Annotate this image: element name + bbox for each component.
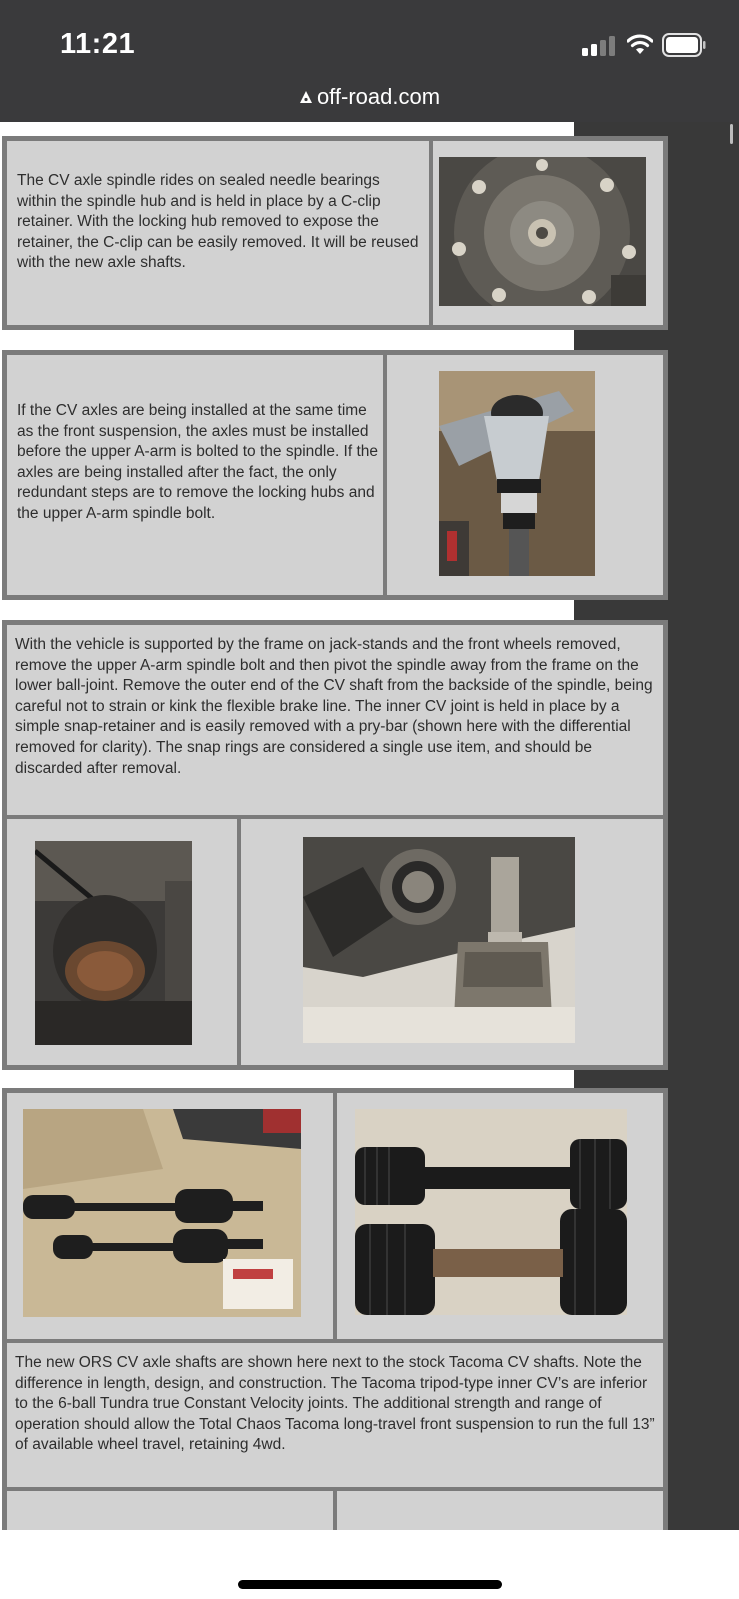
section-4-next-row-left xyxy=(5,1489,335,1530)
section-1-text-cell xyxy=(5,139,431,327)
section-4-text: The new ORS CV axle shafts are shown here next to the stock Tacoma CV shafts. Note the difference in length, design, and construction. The Tacoma tripod-type inner CV’s are inferior to the 6-ball Tundra true Constant Velocity joints. The additional strength and range of operation should allow the Total Chaos Tacoma long-travel front suspension to run the full 13” of available wheel travel, retaining 4wd. xyxy=(15,1354,655,1454)
article-section-2 xyxy=(2,350,668,600)
address-text-wrap[interactable] xyxy=(0,84,739,110)
section-3-image-cell-right xyxy=(239,817,665,1067)
section-3-text-cell xyxy=(5,623,665,817)
section-4-image-cell-right xyxy=(335,1091,665,1341)
section-2-text: If the CV axles are being installed at the same time as the front suspension, the axles must be installed before the upper A-arm is bolted to the spindle. If the axles are being installed after the fact, the only redundant steps are to remove the locking hubs and the upper A-arm spindle bolt. xyxy=(17,402,379,522)
differential-cv-joint-photo xyxy=(303,837,575,1043)
browser-address-bar[interactable] xyxy=(0,80,739,122)
upper-a-arm-photo xyxy=(439,371,595,576)
section-1-text: The CV axle spindle rides on sealed needle bearings within the spindle hub and is held in place by a C-clip retainer. With the locking hub removed to expose the retainer, the C-clip can be easily removed. It will be reused with the new axle shafts. xyxy=(17,172,419,272)
section-3-text: With the vehicle is supported by the frame on jack-stands and the front wheels removed, remove the upper A-arm spindle bolt and then pivot the spindle away from the frame on the lower ball-joint. Remove the outer end of the CV shaft from the backside of the spindle, being careful not to strain or kink the flexible brake line. The inner CV joint is held in place by a simple snap-retainer and is easily removed with a pry-bar (shown here with the differential removed for clarity). The snap rings are considered a single use item, and should be discarded after removal. xyxy=(15,636,653,777)
section-4-text-cell xyxy=(5,1341,665,1489)
web-page-content[interactable] xyxy=(0,122,739,1530)
scrollbar-thumb[interactable] xyxy=(730,124,733,144)
address-url[interactable]: off-road.com xyxy=(316,84,441,109)
status-bar xyxy=(0,0,739,80)
spindle-hub-photo xyxy=(439,157,646,306)
section-4-next-row-right xyxy=(335,1489,665,1530)
article-section-1 xyxy=(2,136,668,330)
lock-icon xyxy=(299,84,313,98)
cv-boots-closeup-photo xyxy=(355,1109,627,1315)
home-indicator-area xyxy=(0,1530,739,1599)
article-section-3 xyxy=(2,620,668,1070)
article-section-4 xyxy=(2,1088,668,1530)
section-2-text-cell xyxy=(5,353,385,597)
pry-bar-cv-joint-photo xyxy=(35,841,192,1045)
section-1-image-cell xyxy=(431,139,665,327)
battery-icon xyxy=(662,33,706,57)
section-3-image-cell-left xyxy=(5,817,239,1067)
axle-shafts-on-cardboard-photo xyxy=(23,1109,301,1317)
wifi-icon xyxy=(627,34,653,56)
status-time: 11:21 xyxy=(60,28,136,60)
section-4-image-cell-left xyxy=(5,1091,335,1341)
home-indicator-bar[interactable] xyxy=(238,1580,502,1589)
section-2-image-cell xyxy=(385,353,665,597)
cellular-signal-icon xyxy=(582,36,618,56)
